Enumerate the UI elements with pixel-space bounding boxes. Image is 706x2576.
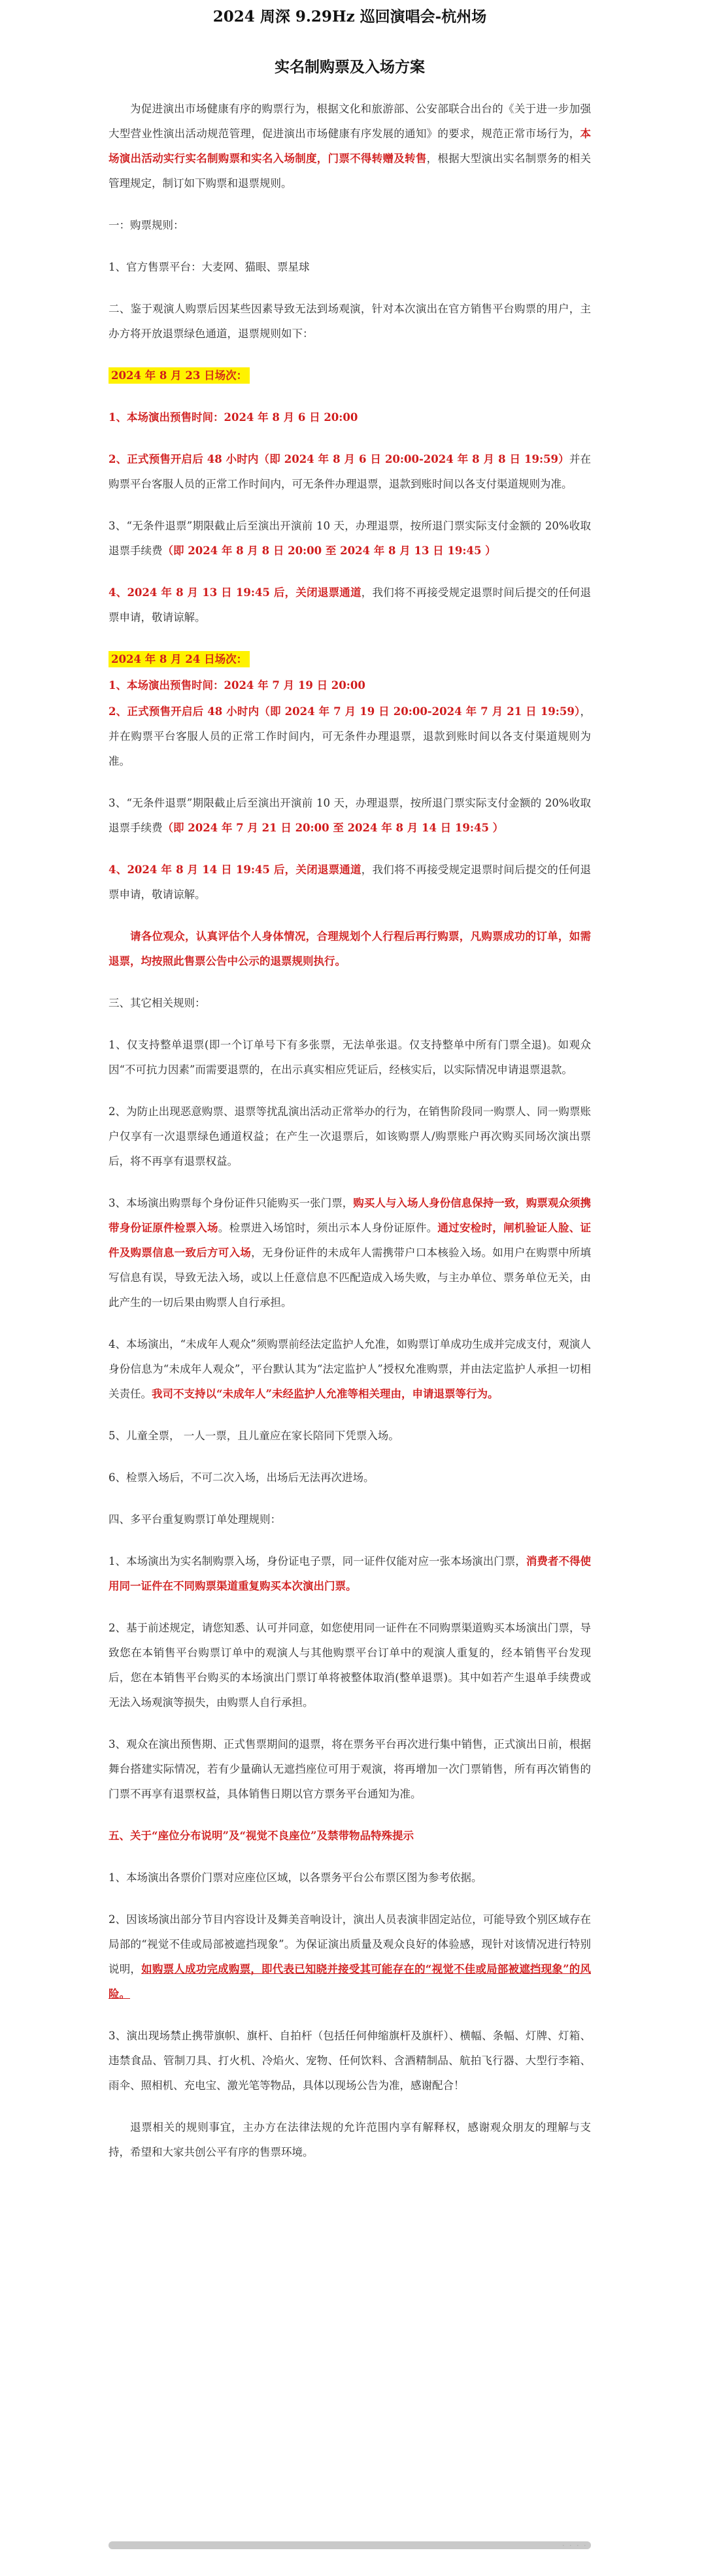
section3-p3-red1: 购买人与入场人身份信息保持一致，购票观众须携带身份证原件检票入场 [109, 1197, 592, 1234]
day2-rule2-red: 2、正式预售开启后 48 小时内（即 2024 年 7 月 19 日 20:00-2024 年 7 月 21 日 19:59） [109, 705, 580, 718]
section3-p3 [109, 1191, 591, 1315]
section5-p2 [109, 1907, 591, 2007]
section5-p2-red: 如购票人成功完成购票，即代表已知晓并接受其可能存在的“视觉不佳或局部被遮挡现象”的风险。 [109, 1963, 592, 2000]
section4-p1 [109, 1549, 591, 1599]
day2-rule2-text: ，并在购票平台客服人员的正常工作时间内，可无条件办理退票，退款到账时间以各支付渠道规则为准。 [109, 705, 591, 767]
section3-p3-text3: ，无身份证件的未成年人需携带户口本核验入场。如用户在购票中所填写信息有误，导致无法入场，或以上任意信息不匹配造成入场失败，与主办单位、票务单位无关，由此产生的一切后果由购票人自行承担。 [109, 1246, 592, 1309]
intro-text: 为促进演出市场健康有序的购票行为，根据文化和旅游部、公安部联合出台的《关于进一步加强大型营业性演出活动规范管理，促进演出市场健康有序发展的通知》的要求，规范正常市场行为， [109, 103, 591, 140]
day1-rule2-red: 2、正式预售开启后 48 小时内（即 2024 年 8 月 6 日 20:00-2024 年 8 月 8 日 19:59） [109, 453, 569, 465]
section3-p4-red: 我司不支持以“未成年人”未经监护人允准等相关理由，申请退票等行为。 [152, 1388, 499, 1400]
horizontal-scrollbar[interactable] [109, 2541, 591, 2549]
day1-rule4-red: 4、2024 年 8 月 13 日 19:45 后，关闭退票通道 [109, 586, 361, 599]
section4-heading: 四、多平台重复购票订单处理规则： [109, 1513, 281, 1526]
section5-p1: 1、本场演出各票价门票对应座位区域，以各票务平台公布票区图为参考依据。 [109, 1871, 482, 1884]
day1-label-line [109, 363, 591, 388]
day1-rule4-text: ，我们将不再接受规定退票时间后提交的任何退票申请，敬请谅解。 [109, 586, 591, 624]
section4-p1-red: 消费者不得使用同一证件在不同购票渠道重复购买本次演出门票。 [109, 1555, 591, 1592]
section3-p3-text: 3、本场演出购票每个身份证件只能购买一张门票， [109, 1197, 354, 1209]
day2-rule2 [109, 699, 591, 774]
day2-label: 2024 年 8 月 24 日场次： [109, 651, 250, 667]
day2-rule3-text: 3、“无条件退票”期限截止后至演出开演前 10 天，办理退票，按所退门票实际支付金额的 20%收取退票手续费 [109, 797, 591, 834]
day1-rule4 [109, 580, 591, 630]
day2-rule4-red: 4、2024 年 8 月 14 日 19:45 后，关闭退票通道 [109, 863, 361, 876]
section3-p3-red2: 通过安检时，闸机验证人脸、证件及购票信息一致后方可入场 [109, 1222, 592, 1259]
section3-p4-text: 4、本场演出，“未成年人观众”须购票前经法定监护人允准，如购票订单成功生成并完成支付，观演人身份信息为“未成年人观众”，平台默认其为“法定监护人”授权允准购票，并由法定监护人承担一切相关责任。 [109, 1338, 591, 1400]
day2-rule4 [109, 858, 591, 907]
intro-highlight: 本场演出活动实行实名制购票和实名入场制度，门票不得转赠及转售 [109, 127, 591, 165]
day1-rule3-red: （即 2024 年 8 月 8 日 20:00 至 2024 年 8 月 13 日 19:45 ） [162, 544, 496, 557]
intro-text-end: ，根据大型演出实名制票务的相关管理规定，制订如下购票和退票规则。 [109, 152, 592, 190]
section1-item1: 1、官方售票平台：大麦网、猫眼、票星球 [109, 261, 310, 273]
section4-p1-text: 1、本场演出为实名制购票入场，身份证电子票，同一证件仅能对应一张本场演出门票， [109, 1555, 526, 1567]
day2-rule1: 1、本场演出预售时间：2024 年 7 月 19 日 20:00 [109, 679, 365, 692]
day1-rule3 [109, 514, 591, 563]
day2-rule3 [109, 791, 591, 841]
section3-p5: 5、儿童全票， 一人一票，且儿童应在家长陪同下凭票入场。 [109, 1430, 399, 1442]
section3-p3-text2: 。检票进入场馆时，须出示本人身份证原件。 [218, 1222, 438, 1234]
section5-p2-text: 2、因该场演出部分节目内容设计及舞美音响设计，演出人员表演非固定站位，可能导致个别区域存在局部的“视觉不佳或局部被遮挡现象”。为保证演出质量及观众良好的体验感，现针对该情况进行特别说明， [109, 1913, 591, 1975]
section3-p6: 6、检票入场后，不可二次入场，出场后无法再次进场。 [109, 1471, 375, 1484]
section4-p3: 3、观众在演出预售期、正式售票期间的退票，将在票务平台再次进行集中销售，正式演出日前，根据舞台搭建实际情况，若有少量确认无遮挡座位可用于观演，将再增加一次门票销售，所有再次销售的门票不再享有退票权益，具体销售日期以官方票务平台通知为准。 [109, 1738, 591, 1800]
footer-marks: · · · · [562, 2541, 588, 2550]
document-body [109, 97, 591, 2165]
section5-heading: 五、关于“座位分布说明”及“视觉不良座位”及禁带物品特殊提示 [109, 1830, 414, 1842]
section3-heading: 三、其它相关规则： [109, 997, 206, 1009]
day1-rule1: 1、本场演出预售时间：2024 年 8 月 6 日 20:00 [109, 411, 358, 424]
section1-item2: 二、鉴于观演人购票后因某些因素导致无法到场观演，针对本次演出在官方销售平台购票的用户，主办方将开放退票绿色通道，退票规则如下： [109, 303, 591, 340]
document-title: 2024 周深 9.29Hz 巡回演唱会-杭州场 [212, 8, 487, 25]
day1-rule2 [109, 447, 591, 497]
scrollbar-thumb[interactable] [109, 2541, 591, 2549]
section3-p4 [109, 1332, 591, 1407]
section1-heading: 一：购票规则： [109, 219, 184, 231]
document-subtitle: 实名制购票及入场方案 [275, 58, 425, 76]
intro-paragraph [109, 97, 591, 196]
section5-p3: 3、演出现场禁止携带旗帜、旗杆、自拍杆（包括任何伸缩旗杆及旗杆）、横幅、条幅、灯牌、灯箱、违禁食品、管制刀具、打火机、冷焰火、宠物、任何饮料、含酒精制品、航拍飞行器、大型行李箱、雨伞、照相机、充电宝、激光笔等物品，具体以现场公告为准，感谢配合！ [109, 2030, 591, 2092]
section3-p2: 2、为防止出现恶意购票、退票等扰乱演出活动正常举办的行为，在销售阶段同一购票人、同一购票账户仅享有一次退票绿色通道权益；在产生一次退票后，如该购票人/购票账户再次购买同场次演出票后，将不再享有退票权益。 [109, 1105, 591, 1167]
day2-label-line [109, 647, 591, 672]
day1-rule3-text: 3、“无条件退票”期限截止后至演出开演前 10 天，办理退票，按所退门票实际支付金额的 20%收取退票手续费 [109, 520, 591, 557]
day1-rule2-text: 并在购票平台客服人员的正常工作时间内，可无条件办理退票，退款到账时间以各支付渠道规则为准。 [109, 453, 591, 490]
day2-rule4-text: ，我们将不再接受规定退票时间后提交的任何退票申请，敬请谅解。 [109, 863, 591, 901]
section3-p1: 1、仅支持整单退票(即一个订单号下有多张票，无法单张退。仅支持整单中所有门票全退)。如观众因“不可抗力因素”而需要退票的，在出示真实相应凭证后，经核实后，以实际情况申请退票退款。 [109, 1039, 591, 1076]
day2-rule3-red: （即 2024 年 7 月 21 日 20:00 至 2024 年 8 月 14 日 19:45 ） [162, 822, 504, 834]
closing-paragraph: 退票相关的规则事宜，主办方在法律法规的允许范围内享有解释权，感谢观众朋友的理解与支持，希望和大家共创公平有序的售票环境。 [109, 2121, 591, 2158]
notice-paragraph: 请各位观众，认真评估个人身体情况，合理规划个人行程后再行购票，凡购票成功的订单，如需退票，均按照此售票公告中公示的退票规则执行。 [109, 930, 591, 967]
day1-label: 2024 年 8 月 23 日场次： [109, 367, 250, 384]
section4-p2: 2、基于前述规定，请您知悉、认可并同意，如您使用同一证件在不同购票渠道购买本场演出门票，导致您在本销售平台购票订单中的观演人与其他购票平台订单中的观演人重复的，经本销售平台发现后，您在本销售平台购买的本场演出门票订单将被整体取消(整单退票)。其中如若产生退单手续费或无法入场观演等损失，由购票人自行承担。 [109, 1622, 591, 1709]
